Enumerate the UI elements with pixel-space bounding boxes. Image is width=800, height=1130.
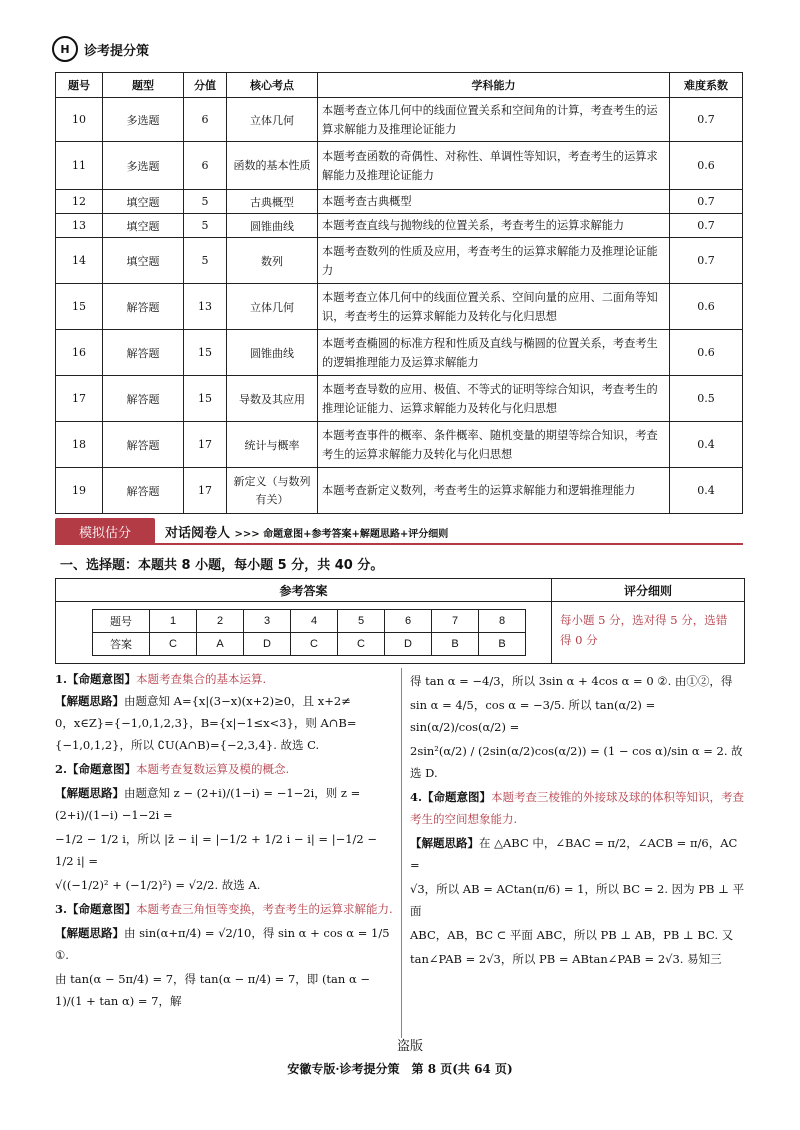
- row-ability: 本题考查立体几何中的线面位置关系和空间角的计算，考查考生的运算求解能力及推理论证能力: [318, 98, 670, 142]
- col-header-ability: 学科能力: [318, 73, 670, 98]
- table-row: [56, 376, 743, 422]
- row-difficulty: 0.7: [670, 238, 743, 284]
- row-number: 18: [56, 422, 103, 468]
- intent-label: 【命题意图】: [67, 672, 137, 686]
- row-score: 15: [184, 376, 227, 422]
- table-header-row: [56, 73, 743, 98]
- idea-label: 【解题思路】: [55, 926, 124, 940]
- row-number: 16: [56, 330, 103, 376]
- brand-logo-icon: H: [52, 36, 78, 62]
- question-number: 1.: [55, 672, 68, 686]
- table-row: [56, 214, 743, 238]
- row-number: 13: [56, 214, 103, 238]
- row-topic: 数列: [227, 238, 318, 284]
- row-topic: 立体几何: [227, 284, 318, 330]
- table-row: [56, 238, 743, 284]
- row-topic: 统计与概率: [227, 422, 318, 468]
- row-ability: 本题考查立体几何中的线面位置关系、空间向量的应用、二面角等知识，考查考生的运算求解能力及转化与化归思想: [318, 284, 670, 330]
- row-type: 多选题: [103, 98, 184, 142]
- idea-label: 【解题思路】: [55, 694, 124, 708]
- row-score: 5: [184, 238, 227, 284]
- intent-text: 本题考查三棱锥的外接球及球的体积等知识，考查考生的空间想象能力.: [410, 790, 745, 826]
- reference-answers: [56, 579, 552, 663]
- solution-q3: [55, 898, 395, 1012]
- idea-label: 【解题思路】: [55, 786, 124, 800]
- reference-answers-label: 参考答案: [56, 579, 551, 602]
- question-number: 6: [385, 610, 432, 633]
- intent-label: 【命题意图】: [67, 762, 137, 776]
- row-difficulty: 0.6: [670, 142, 743, 190]
- row-topic: 圆锥曲线: [227, 330, 318, 376]
- row-type: 解答题: [103, 330, 184, 376]
- row-topic: 古典概型: [227, 190, 318, 214]
- answer-number-row: [93, 610, 526, 633]
- row-score: 13: [184, 284, 227, 330]
- row-ability: 本题考查古典概型: [318, 190, 670, 214]
- row-number: 10: [56, 98, 103, 142]
- answer-value-row: [93, 633, 526, 656]
- question-number: 2.: [55, 762, 68, 776]
- solution-q1: [55, 668, 395, 756]
- row-topic: 新定义（与数列有关）: [227, 468, 318, 514]
- intent-text: 本题考查集合的基本运算.: [136, 672, 267, 686]
- row-ability: 本题考查椭圆的标准方程和性质及直线与椭圆的位置关系，考查考生的逻辑推理能力及运算求解能力: [318, 330, 670, 376]
- row-number: 11: [56, 142, 103, 190]
- answer-value: D: [244, 633, 291, 656]
- question-number-label: 题号: [93, 610, 150, 633]
- row-ability: 本题考查函数的奇偶性、对称性、单调性等知识，考查考生的运算求解能力及推理论证能力: [318, 142, 670, 190]
- row-score: 6: [184, 142, 227, 190]
- row-ability: 本题考查新定义数列，考查考生的运算求解能力和逻辑推理能力: [318, 468, 670, 514]
- col-header-number: 题号: [56, 73, 103, 98]
- row-number: 15: [56, 284, 103, 330]
- col-header-topic: 核心考点: [227, 73, 318, 98]
- page-footer: 安徽专版·诊考提分策 第 8 页(共 64 页): [287, 1062, 513, 1076]
- row-number: 19: [56, 468, 103, 514]
- row-topic: 立体几何: [227, 98, 318, 142]
- answer-table: [92, 609, 526, 656]
- question-number: 4.: [410, 790, 423, 804]
- section-subtitle: >>> 命题意图+参考答案+解题思路+评分细则: [234, 529, 449, 540]
- solution-q2: [55, 758, 395, 896]
- column-divider: [401, 668, 402, 1038]
- row-ability: 本题考查直线与抛物线的位置关系，考查考生的运算求解能力: [318, 214, 670, 238]
- row-difficulty: 0.7: [670, 214, 743, 238]
- row-type: 填空题: [103, 238, 184, 284]
- table-row: [56, 468, 743, 514]
- row-difficulty: 0.6: [670, 284, 743, 330]
- row-difficulty: 0.6: [670, 330, 743, 376]
- question-number: 1: [150, 610, 197, 633]
- solution-line: 得 tan α = −4/3，所以 3sin α + 4cos α = 0 ②. 由①②，得: [410, 674, 733, 688]
- row-type: 解答题: [103, 468, 184, 514]
- row-type: 解答题: [103, 284, 184, 330]
- row-number: 14: [56, 238, 103, 284]
- question-number: 2: [197, 610, 244, 633]
- scoring-rules-label: 评分细则: [552, 579, 744, 602]
- intent-label: 【命题意图】: [67, 902, 137, 916]
- question-number: 3: [244, 610, 291, 633]
- multiple-choice-heading: 一、选择题：本题共 8 小题，每小题 5 分，共 40 分。: [60, 558, 384, 573]
- answer-value: D: [385, 633, 432, 656]
- row-topic: 导数及其应用: [227, 376, 318, 422]
- question-number: 5: [338, 610, 385, 633]
- answer-key-block: [55, 578, 745, 664]
- scoring-rules: [552, 579, 744, 663]
- table-row: [56, 98, 743, 142]
- solution-q3-continued: [410, 670, 745, 784]
- row-difficulty: 0.7: [670, 98, 743, 142]
- section-title-text: 对话阅卷人: [165, 526, 231, 541]
- row-difficulty: 0.4: [670, 468, 743, 514]
- row-number: 17: [56, 376, 103, 422]
- table-row: [56, 284, 743, 330]
- row-type: 填空题: [103, 190, 184, 214]
- row-type: 解答题: [103, 376, 184, 422]
- section-tag: 模拟估分: [55, 518, 155, 544]
- question-number: 4: [291, 610, 338, 633]
- solution-line: 由题意知 A={x|(3−x)(x+2)≥0，且 x+2≠: [124, 694, 351, 708]
- row-topic: 圆锥曲线: [227, 214, 318, 238]
- row-score: 5: [184, 190, 227, 214]
- row-difficulty: 0.5: [670, 376, 743, 422]
- table-row: [56, 422, 743, 468]
- solution-line: tan∠PAB = 2√3，所以 PB = ABtan∠PAB = 2√3. 易知三: [410, 952, 722, 966]
- watermark-text: 盗版: [397, 1039, 424, 1054]
- row-ability: 本题考查事件的概率、条件概率、随机变量的期望等综合知识，考查考生的运算求解能力及转化与化归思想: [318, 422, 670, 468]
- row-score: 6: [184, 98, 227, 142]
- page-header: [52, 36, 149, 62]
- header-title: 诊考提分策: [84, 43, 150, 59]
- row-type: 填空题: [103, 214, 184, 238]
- answer-value: B: [479, 633, 526, 656]
- row-score: 15: [184, 330, 227, 376]
- solution-line: {−1,0,1,2}，所以 ∁U(A∩B)={−2,3,4}. 故选 C.: [55, 738, 320, 752]
- scoring-rule-text: 每小题 5 分，选对得 5 分，选错得 0 分: [560, 613, 728, 647]
- row-topic: 函数的基本性质: [227, 142, 318, 190]
- answer-value: C: [150, 633, 197, 656]
- intent-text: 本题考查三角恒等变换，考查考生的运算求解能力.: [136, 902, 393, 916]
- answer-value: B: [432, 633, 479, 656]
- row-number: 12: [56, 190, 103, 214]
- row-score: 5: [184, 214, 227, 238]
- col-header-score: 分值: [184, 73, 227, 98]
- solution-line: ABC，AB，BC ⊂ 平面 ABC，所以 PB ⊥ AB，PB ⊥ BC. 又: [410, 928, 734, 942]
- solution-line: sin α = 4/5，cos α = −3/5. 所以 tan(α/2) = sin(α/2)/cos(α/2) =: [410, 698, 656, 734]
- section-divider: [55, 543, 743, 545]
- table-row: [56, 330, 743, 376]
- table-row: [56, 142, 743, 190]
- solution-line: 2sin²(α/2) / (2sin(α/2)cos(α/2)) = (1 − cos α)/sin α = 2. 故选 D.: [410, 744, 743, 780]
- solutions-left-column: [55, 668, 395, 1014]
- question-number: 7: [432, 610, 479, 633]
- intent-label: 【命题意图】: [422, 790, 492, 804]
- section-title: [165, 522, 448, 541]
- section-banner: [55, 518, 743, 544]
- solution-line: 由 tan(α − 5π/4) = 7，得 tan(α − π/4) = 7，即 (tan α − 1)/(1 + tan α) = 7，解: [55, 972, 371, 1008]
- idea-label: 【解题思路】: [410, 836, 479, 850]
- solutions-right-column: [410, 668, 745, 972]
- solution-line: √3，所以 AB = ACtan(π/6) = 1，所以 BC = 2. 因为 PB ⊥ 平面: [410, 882, 745, 918]
- answer-value: C: [291, 633, 338, 656]
- solution-line: −1/2 − 1/2 i，所以 |z̄ − i| = |−1/2 + 1/2 i − i| = |−1/2 − 1/2 i| =: [55, 832, 378, 868]
- answer-value: A: [197, 633, 244, 656]
- solution-q4: [410, 786, 745, 970]
- row-difficulty: 0.7: [670, 190, 743, 214]
- row-type: 多选题: [103, 142, 184, 190]
- row-difficulty: 0.4: [670, 422, 743, 468]
- question-number: 3.: [55, 902, 68, 916]
- row-ability: 本题考查数列的性质及应用，考查考生的运算求解能力及推理论证能力: [318, 238, 670, 284]
- solution-line: 在 △ABC 中，∠BAC = π/2，∠ACB = π/6，AC =: [410, 836, 738, 872]
- table-row: [56, 190, 743, 214]
- solution-line: 由题意知 z − (2+i)/(1−i) = −1−2i，则 z = (2+i)/(1−i) −1−2i =: [55, 786, 361, 822]
- row-score: 17: [184, 468, 227, 514]
- solution-line: √((−1/2)² + (−1/2)²) = √2/2. 故选 A.: [55, 878, 261, 892]
- solution-line: 0，x∈Z}={−1,0,1,2,3}，B={x|−1≤x<3}，则 A∩B=: [55, 716, 357, 730]
- col-header-difficulty: 难度系数: [670, 73, 743, 98]
- intent-text: 本题考查复数运算及模的概念.: [136, 762, 290, 776]
- row-score: 17: [184, 422, 227, 468]
- col-header-type: 题型: [103, 73, 184, 98]
- analysis-table: [55, 72, 743, 514]
- row-type: 解答题: [103, 422, 184, 468]
- answer-label: 答案: [93, 633, 150, 656]
- solution-line: 由 sin(α+π/4) = √2/10，得 sin α + cos α = 1/5 ①.: [55, 926, 390, 962]
- row-ability: 本题考查导数的应用、极值、不等式的证明等综合知识，考查考生的推理论证能力、运算求解能力及转化与化归思想: [318, 376, 670, 422]
- question-number: 8: [479, 610, 526, 633]
- answer-value: C: [338, 633, 385, 656]
